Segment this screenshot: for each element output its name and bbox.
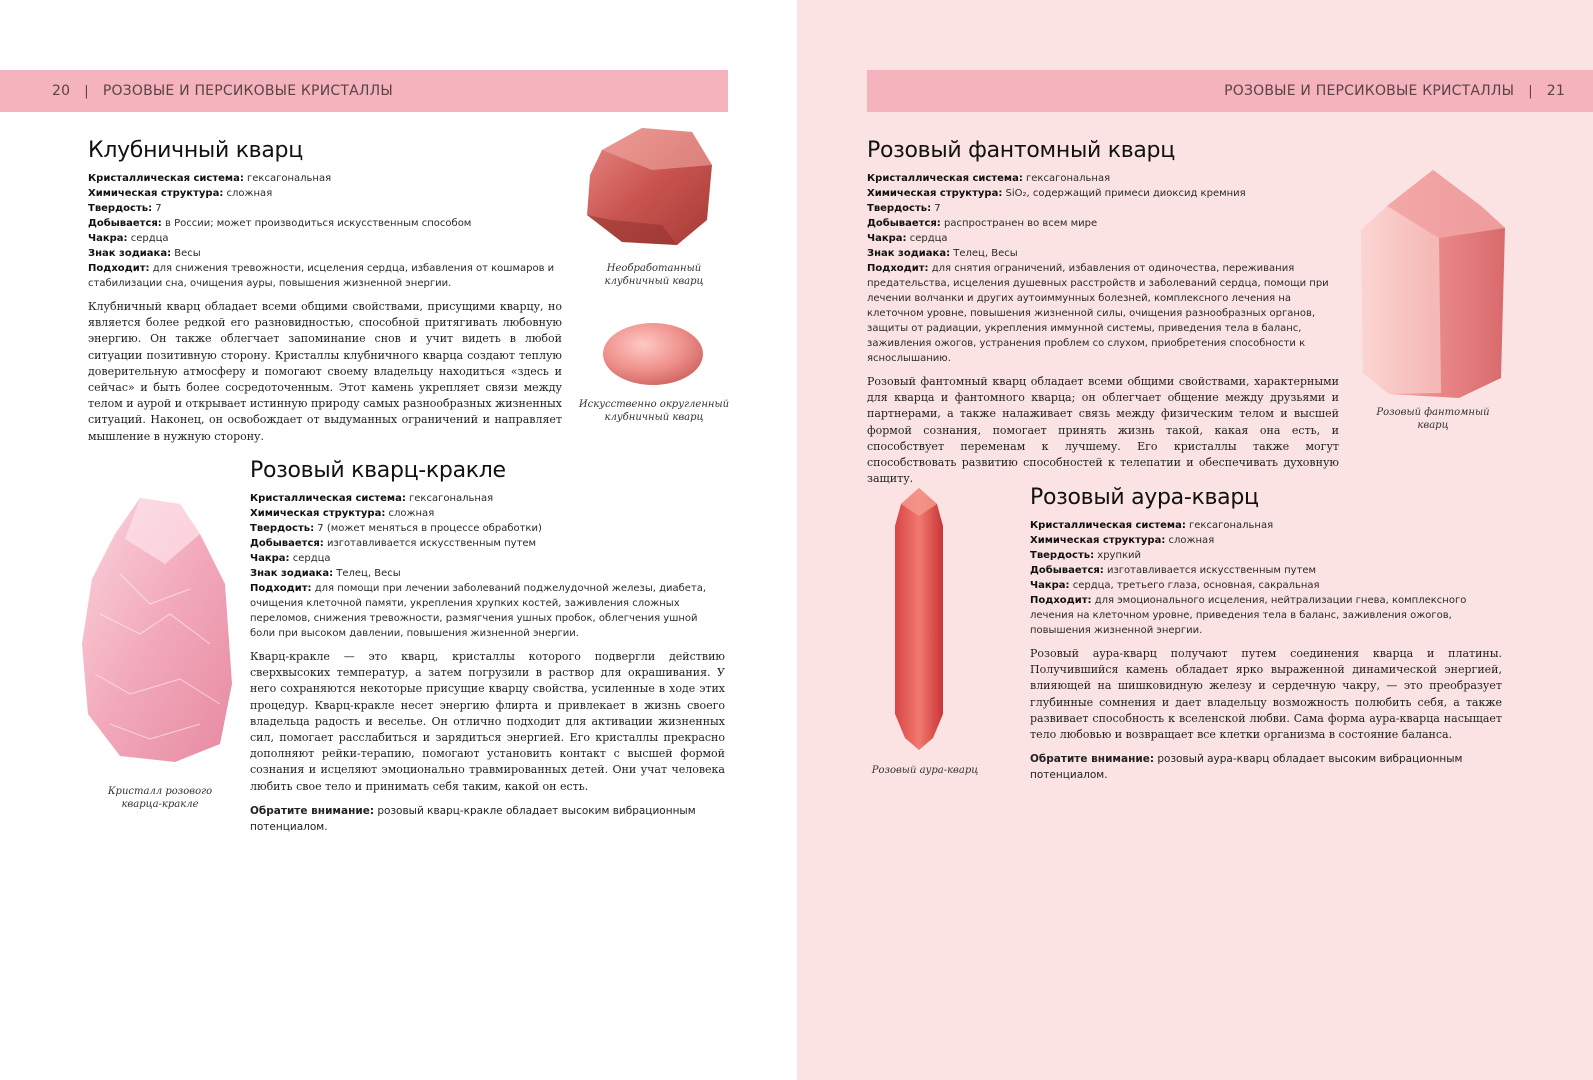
property-row: Подходит: для снятия ограничений, избавления от одиночества, переживания предательства, исцеления душевных расстройств и заболеваний сердца, помощи при лечении волчанки и других аутоиммунных болезней, комплексного лечения на клеточном уровне, повышения жизненной силы, очищения разнообразных органов, защиты от радиации, укрепления иммунной системы, приведения тела в баланс, заживления ожогов, устранения проблем со слухом, приобретения способности к яснослышанию. xyxy=(867,263,1329,364)
property-row: Кристаллическая система: гексагональная xyxy=(88,173,332,184)
aura-quartz-note xyxy=(1030,751,1502,783)
left-page-number: 20 xyxy=(52,83,71,99)
phantom-quartz-properties xyxy=(867,171,1339,366)
crackle-quartz-title: Розовый кварц-кракле xyxy=(250,458,506,483)
raw-strawberry-quartz-caption: Необработанный клубничный кварц xyxy=(604,263,704,287)
left-header-separator: | xyxy=(84,83,89,99)
property-row: Кристаллическая система: гексагональная xyxy=(867,173,1111,184)
property-row: Твердость: 7 xyxy=(88,203,162,214)
crackle-quartz-note xyxy=(250,803,725,835)
crackle-quartz-image xyxy=(80,494,236,766)
crackle-quartz-properties xyxy=(250,491,725,641)
note-text: розовый аура-кварц обладает высоким вибрационным потенциалом. xyxy=(1030,753,1463,782)
property-row: Кристаллическая система: гексагональная xyxy=(1030,520,1274,531)
right-running-header xyxy=(867,70,1593,112)
phantom-quartz-caption: Розовый фантомный кварц xyxy=(1376,407,1490,431)
aura-quartz-description: Розовый аура-кварц получают путем соединения кварца и платины. Получившийся камень обладает ярко выраженной динамической энергией, влияющей на шишковидную железу и сердечную чакру, — это преобразует глубинные сомнения и дает владельцу возможность полюбить себя, а также развивает способность к вселенской любви. Сама форма аура-кварца насыщает тело любовью и возвращает все клетки организма в состояние баланса. xyxy=(1030,647,1502,742)
phantom-quartz-description: Розовый фантомный кварц обладает всеми общими свойствами, характерными для кварца и фантомного кварца; он облегчает общение между друзьями и партнерами, а также налаживает связь между физическим телом и высшей формой сознания, помогает принять жизнь такой, какая она есть, и способствует переменам к лучшему. Его кристаллы также могут способствовать развитию способностей к телепатии и обеспечивать духовную защиту. xyxy=(867,375,1339,486)
property-row: Добывается: в России; может производиться искусственным способом xyxy=(88,218,472,229)
right-header-separator: | xyxy=(1528,83,1533,99)
property-row: Кристаллическая система: гексагональная xyxy=(250,493,494,504)
property-row: Подходит: для помощи при лечении заболеваний поджелудочной железы, диабета, очищения клеточной памяти, укрепления хрупких костей, заживления сложных переломов, снижения тревожности, размягчения ушных пробок, облегчения ушной боли при высоком давлении, повышения жизненной энергии. xyxy=(250,583,707,639)
aura-quartz-section xyxy=(1030,485,1502,783)
tumbled-strawberry-quartz-caption: Искусственно округленный клубничный кварц xyxy=(578,399,730,423)
aura-quartz-caption: Розовый аура-кварц xyxy=(871,765,979,776)
property-row: Химическая структура: сложная xyxy=(250,508,435,519)
right-page-number: 21 xyxy=(1546,83,1565,99)
property-row: Знак зодиака: Телец, Весы xyxy=(250,568,401,579)
property-row: Чакра: сердца, третьего глаза, основная, сакральная xyxy=(1030,580,1320,591)
crackle-quartz-section xyxy=(250,458,725,835)
phantom-quartz-image xyxy=(1359,168,1507,400)
property-row: Химическая структура: сложная xyxy=(88,188,273,199)
left-running-header xyxy=(0,70,728,112)
crackle-quartz-description: Кварц-кракле — это кварц, кристаллы которого подвергли действию сверхвысоких температур, а затем погрузили в раствор для окрашивания. У него сохраняются некоторые присущие кварцу свойства, усиленные в ходе этих процедур. Кварц-кракле несет энергию флирта и привлекает в жизнь своего владельца радость и веселье. Он отлично подходит для активации жизненных сил, помогает расслабиться и зарядиться энергией. Его кристаллы прекрасно дополняют рейки-терапию, помогают установить контакт с высшей формой сознания и исцеляют эмоционально травмированных детей. Они учат человека любить свое тело и принимать себя таким, какой он есть. xyxy=(250,650,725,793)
crackle-quartz-caption: Кристалл розового кварца-кракле xyxy=(107,786,213,810)
property-row: Добывается: изготавливается искусственным путем xyxy=(1030,565,1317,576)
property-row: Чакра: сердца xyxy=(867,233,948,244)
property-row: Химическая структура: SiO₂, содержащий примеси диоксид кремния xyxy=(867,188,1246,199)
property-row: Знак зодиака: Весы xyxy=(88,248,201,259)
property-row: Добывается: изготавливается искусственным путем xyxy=(250,538,537,549)
property-row: Чакра: сердца xyxy=(88,233,169,244)
phantom-quartz-title: Розовый фантомный кварц xyxy=(867,138,1175,163)
strawberry-quartz-section xyxy=(88,138,562,445)
note-label: Обратите внимание: xyxy=(1030,753,1155,766)
strawberry-quartz-description: Клубничный кварц обладает всеми общими свойствами, присущими кварцу, но является более редкой его разновидностью, способной притягивать любовную энергию. Он также облегчает запоминание снов и учит видеть в любой ситуации позитивную сторону. Кристаллы клубничного кварца создают теплую доверительную атмосферу и помогают своему владельцу находиться «здесь и сейчас» и быть более сосредоточенным. Этот камень укрепляет связи между телом и аурой и открывает истинную природу самых разнообразных жизненных ситуаций. Наконец, он освобождает от выдуманных ограничений и направляет мышление в нужную сторону. xyxy=(88,300,562,443)
note-text: розовый кварц-кракле обладает высоким вибрационным потенциалом. xyxy=(250,804,696,833)
property-row: Знак зодиака: Телец, Весы xyxy=(867,248,1018,259)
raw-strawberry-quartz-image xyxy=(582,120,722,250)
left-chapter-title: РОЗОВЫЕ И ПЕРСИКОВЫЕ КРИСТАЛЛЫ xyxy=(102,83,393,99)
property-row: Твердость: хрупкий xyxy=(1030,550,1142,561)
strawberry-quartz-title: Клубничный кварц xyxy=(88,138,303,163)
note-label: Обратите внимание: xyxy=(250,804,375,817)
property-row: Добывается: распространен во всем мире xyxy=(867,218,1098,229)
property-row: Химическая структура: сложная xyxy=(1030,535,1215,546)
right-chapter-title: РОЗОВЫЕ И ПЕРСИКОВЫЕ КРИСТАЛЛЫ xyxy=(1224,83,1515,99)
property-row: Подходит: для эмоционального исцеления, нейтрализации гнева, комплексного лечения на клеточном уровне, приведения тела в баланс, заживления ожогов, повышения жизненной энергии. xyxy=(1030,595,1467,636)
property-row: Твердость: 7 (может меняться в процессе обработки) xyxy=(250,523,542,534)
right-page xyxy=(797,0,1593,1080)
property-row: Подходит: для снижения тревожности, исцеления сердца, избавления от кошмаров и стабилизации сна, очищения ауры, повышения жизненной энергии. xyxy=(88,263,555,289)
property-row: Чакра: сердца xyxy=(250,553,331,564)
phantom-quartz-section xyxy=(867,138,1339,487)
aura-quartz-title: Розовый аура-кварц xyxy=(1030,485,1259,510)
tumbled-strawberry-quartz-image xyxy=(598,318,708,388)
property-row: Твердость: 7 xyxy=(867,203,941,214)
strawberry-quartz-properties xyxy=(88,171,562,291)
aura-quartz-properties xyxy=(1030,518,1502,638)
aura-quartz-image xyxy=(893,486,945,752)
